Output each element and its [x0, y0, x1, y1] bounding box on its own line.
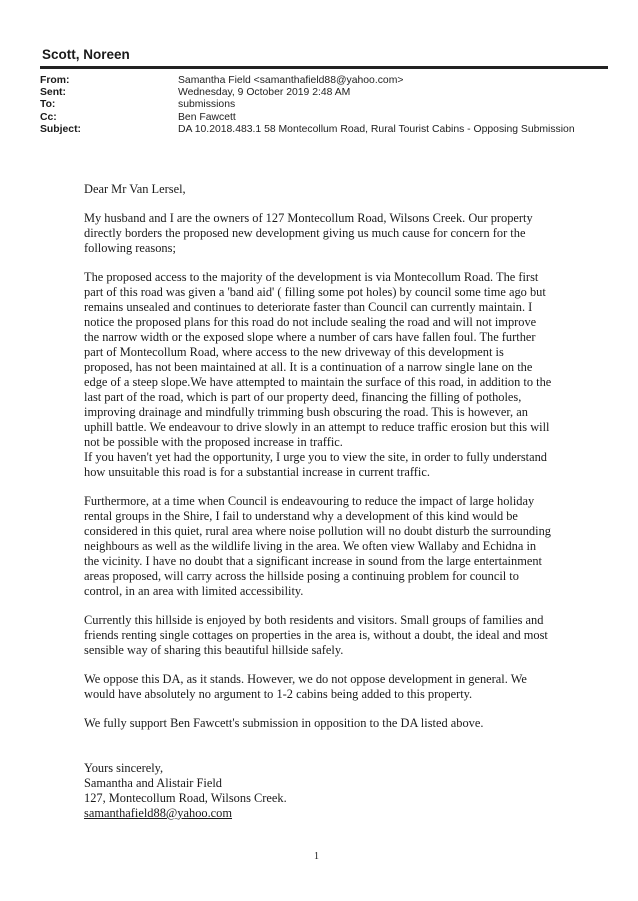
closing: Yours sincerely,: [84, 761, 164, 775]
to-label: To:: [40, 99, 56, 111]
paragraph-road-access: [84, 270, 554, 480]
subject-label: Subject:: [40, 123, 81, 135]
paragraph-opposition: We oppose this DA, as it stands. However, we do not oppose development in general. We would have absolutely no argument to 1-2 cabins being added to this property.: [84, 672, 527, 701]
site-visit-text: If you haven't yet had the opportunity, I urge you to view the site, in order to fully understand how unsuitable this road is for a substantial increase in current traffic.: [84, 450, 547, 479]
paragraph-support: We fully support Ben Fawcett's submission in opposition to the DA listed above.: [84, 716, 484, 730]
from-row: [40, 75, 615, 87]
sent-value: Wednesday, 9 October 2019 2:48 AM: [178, 87, 351, 99]
signature-address: 127, Montecollum Road, Wilsons Creek.: [84, 791, 287, 805]
salutation: Dear Mr Van Lersel,: [84, 182, 186, 196]
sent-label: Sent:: [40, 87, 66, 99]
to-row: [40, 99, 615, 111]
letter-body: [84, 182, 554, 821]
subject-row: [40, 124, 615, 136]
paragraph-noise: Furthermore, at a time when Council is endeavouring to reduce the impact of large holiday rental groups in the Shire, I fail to understand why a development of this kind would be considered in this quiet, rural area where noise pollution will no doubt disturb the surrounding neighbours as well as the wildlife living in the area. We often view Wallaby and Echidna in the vicinity. I have no doubt that a significant increase in sound from the large entertainment areas proposed, will carry across the hillside posing a continuing problem for council to control, in an area with limited accessibility.: [84, 494, 551, 598]
to-value: submissions: [178, 99, 236, 111]
sent-row: [40, 87, 615, 99]
from-value: Samantha Field <samanthafield88@yahoo.com>: [178, 75, 404, 86]
cc-value: Ben Fawcett: [178, 111, 236, 123]
paragraph-ownership: My husband and I are the owners of 127 Montecollum Road, Wilsons Creek. Our property directly borders the proposed new development giving us much cause for concern for the following reasons;: [84, 211, 533, 255]
paragraph-hillside: Currently this hillside is enjoyed by both residents and visitors. Small groups of families and friends renting single cottages on properties in the area is, without a doubt, the ideal and most sensible way of sharing this beautiful hillside safely.: [84, 613, 548, 657]
cc-label: Cc:: [40, 111, 57, 123]
cc-row: [40, 112, 615, 124]
signature-names: Samantha and Alistair Field: [84, 776, 222, 790]
signoff-block: [84, 761, 554, 821]
from-label: From:: [40, 75, 70, 86]
subject-value: DA 10.2018.483.1 58 Montecollum Road, Rural Tourist Cabins - Opposing Submission: [178, 123, 575, 135]
signature-email-link[interactable]: samanthafield88@yahoo.com: [84, 806, 233, 820]
page-number: 1: [314, 851, 319, 862]
road-access-text: The proposed access to the majority of the development is via Montecollum Road. The first part of this road was given a 'band aid' ( filling some pot holes) by council some time ago but remains unsealed and continues to deteriorate faster than Council can currently maintain. I notice the proposed plans for this road do not include sealing the road and will not improve the narrow width or the exposed slope where a number of cars have fallen foul. The further part of Montecollum Road, where access to the new driveway of this development is proposed, has not been maintained at all. It is a continuation of a narrow single lane on the edge of a steep slope.We have attempted to maintain the surface of this road, in addition to the last part of the road, which is part of our property deed, financing the filling of potholes, improving drainage and mindfully trimming bush obscuring the road. This is however, an uphill battle. We endeavour to drive slowly in an attempt to reduce traffic erosion but this will not be possible with the proposed increase in traffic.: [84, 270, 552, 449]
header-divider: [40, 66, 608, 69]
email-metadata: [40, 75, 615, 136]
sender-header-name: Scott, Noreen: [42, 47, 130, 62]
